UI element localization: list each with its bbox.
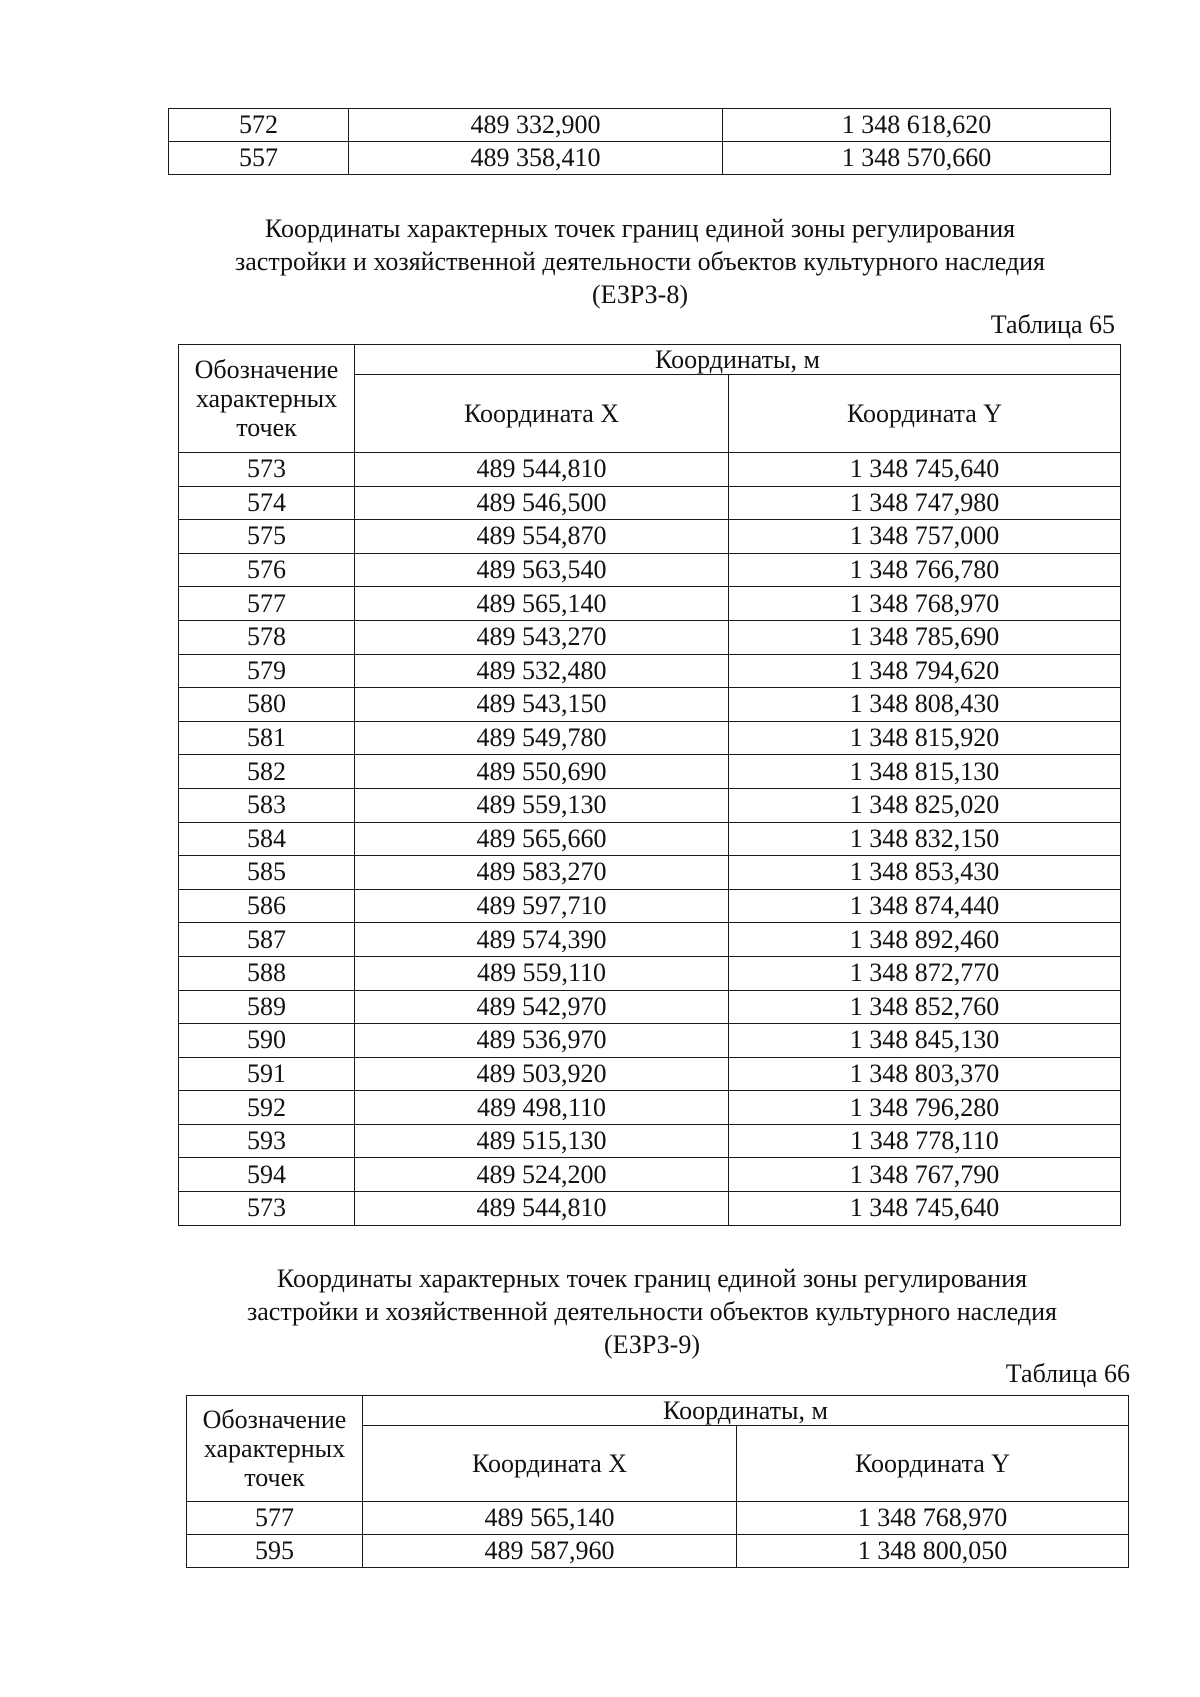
coordinate-y-cell: 1 348 892,460 — [729, 923, 1121, 957]
title-line: застройки и хозяйственной деятельности объектов культурного наследия — [246, 1297, 1058, 1326]
coordinate-y-cell: 1 348 778,110 — [729, 1124, 1121, 1158]
coordinate-x-cell: 489 515,130 — [355, 1124, 729, 1158]
coordinate-x-header: Координата X — [363, 1426, 737, 1502]
header-line: точек — [244, 1463, 305, 1492]
coordinate-x-cell: 489 498,110 — [355, 1091, 729, 1125]
coordinate-x-cell: 489 597,710 — [355, 889, 729, 923]
coordinate-y-header: Координата Y — [737, 1426, 1129, 1502]
coordinate-y-cell: 1 348 794,620 — [729, 654, 1121, 688]
coordinate-y-header: Координата Y — [729, 375, 1121, 453]
coordinate-y-cell: 1 348 796,280 — [729, 1091, 1121, 1125]
coordinate-x-cell: 489 532,480 — [355, 654, 729, 688]
point-number-cell: 577 — [179, 587, 355, 621]
table-65-body — [179, 453, 1121, 1226]
point-number-cell: 583 — [179, 788, 355, 822]
coordinate-x-cell: 489 565,140 — [355, 587, 729, 621]
title-line: (ЕЗРЗ-9) — [603, 1330, 700, 1359]
table-row — [179, 1091, 1121, 1125]
coordinate-x-cell: 489 559,130 — [355, 788, 729, 822]
point-number-cell: 578 — [179, 620, 355, 654]
point-number-cell: 573 — [179, 453, 355, 487]
table-row — [179, 688, 1121, 722]
table-number-66: Таблица 66 — [1005, 1359, 1130, 1388]
table-row — [187, 1535, 1129, 1568]
table-row — [169, 109, 1111, 142]
table-row — [179, 1024, 1121, 1058]
table-row — [179, 520, 1121, 554]
coordinate-x-cell: 489 503,920 — [355, 1057, 729, 1091]
point-number-cell: 575 — [179, 520, 355, 554]
table-row — [179, 654, 1121, 688]
table-row — [187, 1502, 1129, 1535]
table-65-header — [179, 345, 1121, 453]
coordinate-y-cell: 1 348 800,050 — [737, 1535, 1129, 1568]
point-designation-header — [187, 1396, 363, 1502]
table-66 — [186, 1395, 1129, 1568]
coordinate-x-cell: 489 358,410 — [349, 142, 723, 175]
point-number-cell: 591 — [179, 1057, 355, 1091]
table-row — [179, 755, 1121, 789]
table-66-header — [187, 1396, 1129, 1502]
coordinate-x-cell: 489 544,810 — [355, 1192, 729, 1226]
coordinate-y-cell: 1 348 768,970 — [737, 1502, 1129, 1535]
point-number-cell: 582 — [179, 755, 355, 789]
table-row — [179, 587, 1121, 621]
point-number-cell: 579 — [179, 654, 355, 688]
point-number-cell: 594 — [179, 1158, 355, 1192]
header-line: характерных — [203, 1434, 346, 1463]
coordinate-x-header: Координата X — [355, 375, 729, 453]
coordinate-y-cell: 1 348 872,770 — [729, 956, 1121, 990]
coordinate-y-cell: 1 348 570,660 — [723, 142, 1111, 175]
coordinate-y-cell: 1 348 803,370 — [729, 1057, 1121, 1091]
point-number-cell: 595 — [187, 1535, 363, 1568]
point-designation-header — [179, 345, 355, 453]
table-row — [179, 721, 1121, 755]
coordinate-x-cell: 489 524,200 — [355, 1158, 729, 1192]
coordinate-y-cell: 1 348 768,970 — [729, 587, 1121, 621]
point-number-cell: 580 — [179, 688, 355, 722]
table-row — [179, 788, 1121, 822]
table-number-65: Таблица 65 — [990, 310, 1115, 339]
point-number-cell: 577 — [187, 1502, 363, 1535]
table-66-body — [187, 1502, 1129, 1568]
coordinate-y-cell: 1 348 815,920 — [729, 721, 1121, 755]
table-row — [179, 822, 1121, 856]
coordinate-y-cell: 1 348 757,000 — [729, 520, 1121, 554]
header-line: Обозначение — [202, 1405, 347, 1434]
point-number-cell: 576 — [179, 553, 355, 587]
continuation-table — [168, 108, 1111, 175]
coordinate-x-cell: 489 332,900 — [349, 109, 723, 142]
coordinate-x-cell: 489 544,810 — [355, 453, 729, 487]
table-row — [179, 553, 1121, 587]
coordinate-x-cell: 489 543,270 — [355, 620, 729, 654]
section-title-ezrz9 — [172, 1262, 1132, 1361]
coordinate-y-cell: 1 348 832,150 — [729, 822, 1121, 856]
coordinate-y-cell: 1 348 745,640 — [729, 453, 1121, 487]
coordinate-x-cell: 489 542,970 — [355, 990, 729, 1024]
table-row — [179, 620, 1121, 654]
table-row — [179, 1124, 1121, 1158]
coordinate-x-cell: 489 574,390 — [355, 923, 729, 957]
coordinate-y-cell: 1 348 845,130 — [729, 1024, 1121, 1058]
coordinates-header: Координаты, м — [355, 345, 1121, 375]
coordinates-header: Координаты, м — [363, 1396, 1129, 1426]
point-number-cell: 592 — [179, 1091, 355, 1125]
coordinate-y-cell: 1 348 767,790 — [729, 1158, 1121, 1192]
coordinate-y-cell: 1 348 747,980 — [729, 486, 1121, 520]
point-number-cell: 572 — [169, 109, 349, 142]
point-number-cell: 587 — [179, 923, 355, 957]
coordinate-y-cell: 1 348 815,130 — [729, 755, 1121, 789]
coordinate-x-cell: 489 543,150 — [355, 688, 729, 722]
coordinate-x-cell: 489 563,540 — [355, 553, 729, 587]
section-title-ezrz8 — [160, 212, 1120, 311]
coordinate-y-cell: 1 348 745,640 — [729, 1192, 1121, 1226]
point-number-cell: 593 — [179, 1124, 355, 1158]
point-number-cell: 588 — [179, 956, 355, 990]
table-row — [179, 1158, 1121, 1192]
table-row — [179, 856, 1121, 890]
coordinate-x-cell: 489 565,140 — [363, 1502, 737, 1535]
point-number-cell: 573 — [179, 1192, 355, 1226]
coordinate-y-cell: 1 348 766,780 — [729, 553, 1121, 587]
coordinate-y-cell: 1 348 618,620 — [723, 109, 1111, 142]
coordinate-y-cell: 1 348 825,020 — [729, 788, 1121, 822]
coordinate-y-cell: 1 348 852,760 — [729, 990, 1121, 1024]
point-number-cell: 590 — [179, 1024, 355, 1058]
coordinate-x-cell: 489 587,960 — [363, 1535, 737, 1568]
table-row — [179, 889, 1121, 923]
coordinate-y-cell: 1 348 808,430 — [729, 688, 1121, 722]
point-number-cell: 581 — [179, 721, 355, 755]
table-row — [179, 990, 1121, 1024]
point-number-cell: 586 — [179, 889, 355, 923]
header-line: Обозначение — [194, 355, 339, 384]
coordinate-x-cell: 489 559,110 — [355, 956, 729, 990]
header-line: точек — [236, 413, 297, 442]
table-row — [179, 956, 1121, 990]
title-line: (ЕЗРЗ-8) — [591, 280, 688, 309]
coordinate-x-cell: 489 546,500 — [355, 486, 729, 520]
point-number-cell: 589 — [179, 990, 355, 1024]
table-65-block — [178, 344, 1120, 1226]
continuation-table-body — [169, 109, 1111, 175]
point-number-cell: 574 — [179, 486, 355, 520]
table-row — [179, 1057, 1121, 1091]
table-66-block — [186, 1395, 1128, 1568]
table-row — [179, 923, 1121, 957]
table-row — [179, 486, 1121, 520]
table-65 — [178, 344, 1121, 1226]
table-row — [179, 1192, 1121, 1226]
coordinate-x-cell: 489 565,660 — [355, 822, 729, 856]
point-number-cell: 585 — [179, 856, 355, 890]
title-line: Координаты характерных точек границ единой зоны регулирования — [276, 1264, 1028, 1293]
header-line: характерных — [195, 384, 338, 413]
coordinate-y-cell: 1 348 874,440 — [729, 889, 1121, 923]
point-number-cell: 557 — [169, 142, 349, 175]
coordinate-x-cell: 489 549,780 — [355, 721, 729, 755]
coordinate-y-cell: 1 348 853,430 — [729, 856, 1121, 890]
title-line: застройки и хозяйственной деятельности объектов культурного наследия — [234, 247, 1046, 276]
table-row — [169, 142, 1111, 175]
table-row — [179, 453, 1121, 487]
coordinate-x-cell: 489 554,870 — [355, 520, 729, 554]
coordinate-x-cell: 489 550,690 — [355, 755, 729, 789]
title-line: Координаты характерных точек границ единой зоны регулирования — [264, 214, 1016, 243]
coordinate-x-cell: 489 536,970 — [355, 1024, 729, 1058]
continuation-table-block — [168, 108, 1110, 175]
coordinate-y-cell: 1 348 785,690 — [729, 620, 1121, 654]
coordinate-x-cell: 489 583,270 — [355, 856, 729, 890]
point-number-cell: 584 — [179, 822, 355, 856]
